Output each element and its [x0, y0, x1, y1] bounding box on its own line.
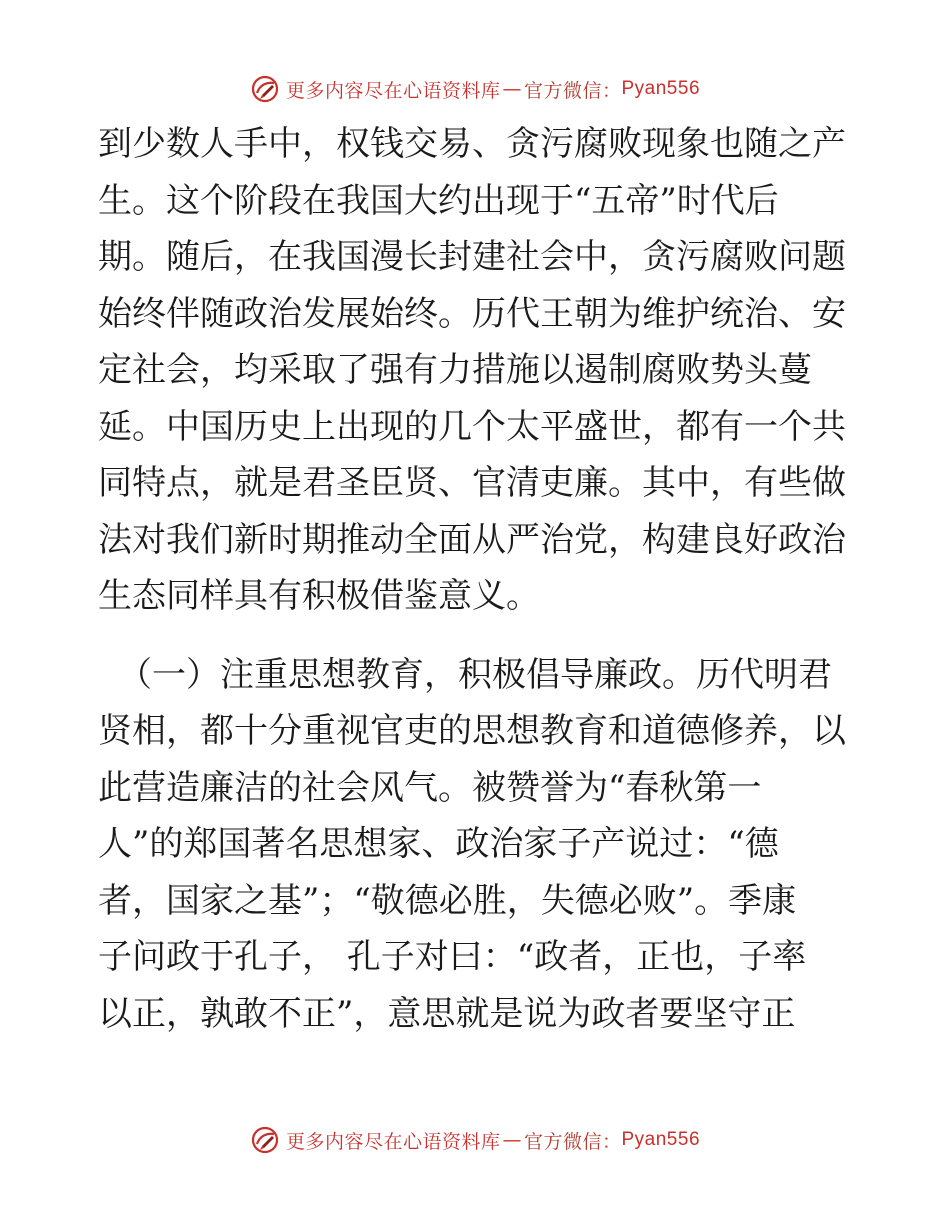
text-line: 生态同样具有积极借鉴意义。 — [98, 576, 540, 616]
text-line: 同特点，就是君圣臣贤、官清吏廉。其中，有些做 — [98, 463, 846, 503]
text-line: 定社会，均采取了强有力措施以遏制腐败势头蔓 — [98, 350, 812, 390]
text-line: 延。中国历史上出现的几个太平盛世，都有一个共 — [98, 406, 846, 447]
text-line: 法对我们新时期推动全面从严治党，构建良好政治 — [98, 519, 846, 560]
watermark-label: 官方微信： — [523, 79, 622, 102]
watermark-separator: — — [502, 1129, 522, 1151]
text-line: 贤相，都十分重视官吏的思想教育和道德修养，以 — [98, 711, 846, 751]
pen-logo-icon — [250, 1125, 280, 1155]
watermark-id: Pyan556 — [621, 1129, 701, 1150]
text-line: （一）注重思想教育，积极倡导廉政。历代明君 — [118, 654, 832, 695]
watermark-text: 更多内容尽在心语资料库 — [285, 1130, 501, 1153]
watermark-separator: — — [502, 78, 522, 100]
watermark-text: 更多内容尽在心语资料库 — [285, 79, 501, 102]
text-line: 人”的郑国著名思想家、政治家子产说过：“德 — [98, 824, 779, 864]
footer-watermark — [0, 1125, 950, 1155]
text-line: 以正，孰敢不正”，意思就是说为政者要坚守正 — [98, 993, 796, 1034]
text-line: 到少数人手中，权钱交易、贪污腐败现象也随之产 — [98, 124, 846, 164]
watermark-label: 官方微信： — [523, 1130, 622, 1153]
text-line: 子问政于孔子， 孔子对曰：“政者，正也，子率 — [98, 937, 807, 977]
text-line: 期。随后，在我国漫长封建社会中，贪污腐败问题 — [98, 237, 846, 277]
text-line: 此营造廉洁的社会风气。被赞誉为“春秋第一 — [98, 767, 762, 808]
paragraph-gap — [98, 625, 854, 647]
watermark-id: Pyan556 — [621, 78, 701, 99]
body-text — [98, 116, 854, 1042]
pen-logo-icon — [250, 74, 280, 104]
text-line: 始终伴随政治发展始终。历代王朝为维护统治、安 — [98, 293, 846, 334]
text-line: 者，国家之基”；“敬德必胜，失德必败”。季康 — [98, 880, 797, 921]
text-line: 生。这个阶段在我国大约出现于“五帝”时代后 — [98, 180, 779, 221]
header-watermark — [0, 74, 950, 104]
